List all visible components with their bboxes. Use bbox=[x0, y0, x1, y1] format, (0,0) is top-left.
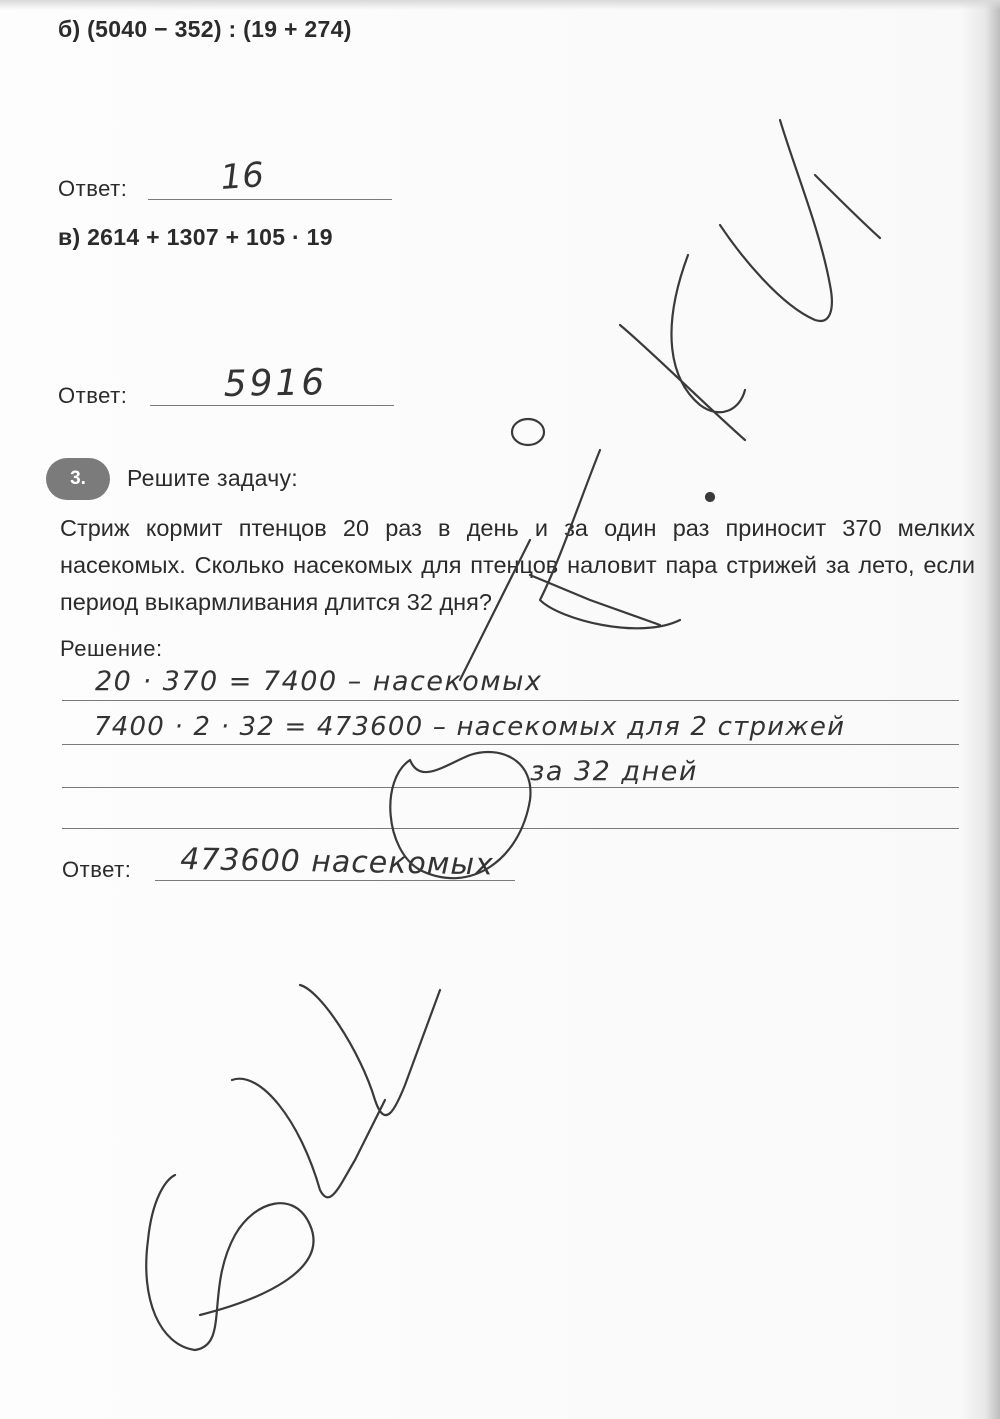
exercise-v-handwritten-answer: 5916 bbox=[223, 362, 328, 405]
solution-line-3: за 32 дней bbox=[530, 756, 698, 787]
watermark-stroke-K2 bbox=[671, 255, 745, 412]
watermark-stroke-i2 bbox=[300, 985, 440, 1115]
exercise-b-handwritten-answer: 16 bbox=[219, 155, 266, 198]
scan-edge bbox=[0, 0, 1000, 10]
watermark-stroke-i1 bbox=[232, 1079, 385, 1198]
exercise-b-answer-line bbox=[148, 199, 392, 200]
solution-rule-4 bbox=[62, 828, 959, 829]
exercise-v-answer-label: Ответ: bbox=[58, 383, 128, 408]
watermark-stroke-e bbox=[146, 1175, 313, 1350]
exercise-b-answer-label: Ответ: bbox=[58, 176, 128, 201]
task-instruction: Решите задачу: bbox=[127, 465, 298, 491]
solution-rule-2 bbox=[62, 744, 959, 745]
exercise-v-answer-line bbox=[150, 405, 394, 406]
task-number: 3. bbox=[70, 468, 86, 489]
solution-line-2: 7400 · 2 · 32 = 473600 – насекомых для 2 стрижей bbox=[94, 712, 846, 742]
watermark-stroke-u bbox=[720, 120, 832, 321]
task-answer-label: Ответ: bbox=[62, 857, 132, 882]
watermark-stroke-K1 bbox=[620, 325, 745, 440]
solution-rule-3 bbox=[62, 787, 959, 788]
watermark-dot-1 bbox=[512, 419, 544, 445]
watermark-dot-2 bbox=[706, 493, 714, 501]
watermark-stroke-u2 bbox=[815, 175, 880, 238]
solution-rule-1 bbox=[62, 700, 959, 701]
task-handwritten-answer: 473600 насекомых bbox=[180, 842, 495, 883]
solution-label: Решение: bbox=[60, 636, 163, 661]
problem-text: Стриж кормит птенцов 20 раз в день и за один раз приносит 370 мелких насекомых. Сколько насекомых для птенцов наловит пара стрижей за лето, если период выкармливания длится 32 дня? bbox=[60, 515, 975, 615]
task-number-badge bbox=[46, 458, 110, 500]
solution-line-1: 20 · 370 = 7400 – насекомых bbox=[95, 666, 543, 697]
exercise-v-expression: в) 2614 + 1307 + 105 · 19 bbox=[58, 224, 333, 250]
exercise-b-expression: б) (5040 − 352) : (19 + 274) bbox=[58, 16, 352, 42]
